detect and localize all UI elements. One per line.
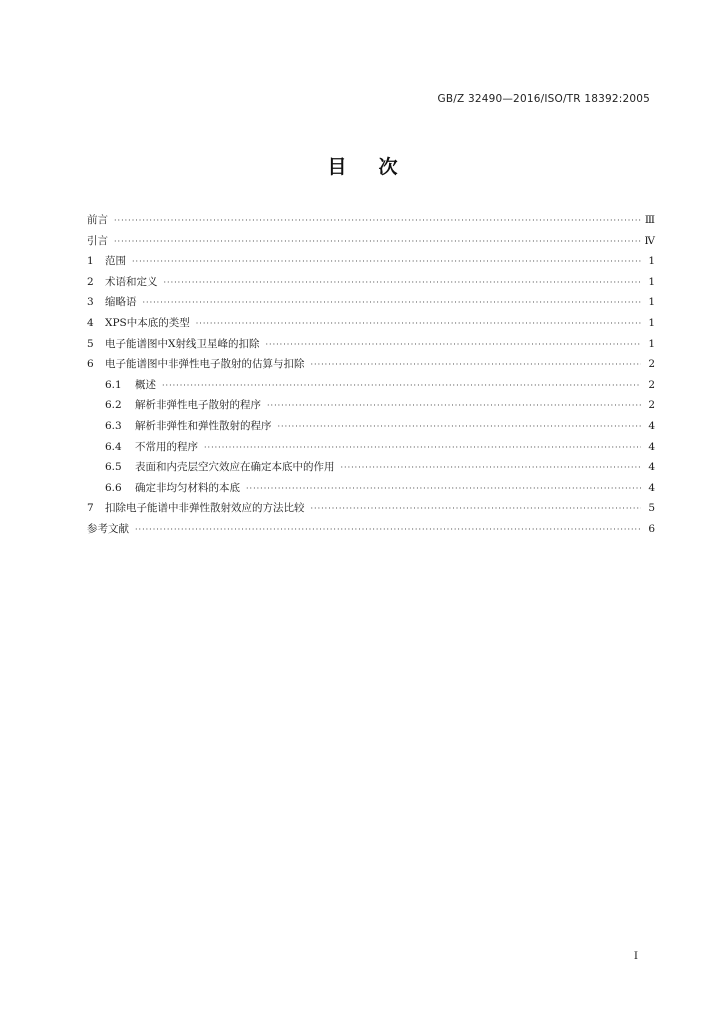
toc-entry[interactable] — [87, 313, 655, 334]
toc-entry-title: 术语和定义 — [105, 275, 158, 288]
toc-entry-title: 引言 — [87, 234, 108, 247]
toc-entry-number: 6.3 — [105, 419, 122, 432]
dot-leader — [114, 211, 641, 232]
toc-entry[interactable] — [87, 416, 655, 437]
toc-entry[interactable] — [87, 272, 655, 293]
toc-entry-number: 7 — [87, 502, 94, 515]
toc-entry-number: 2 — [87, 275, 94, 288]
table-of-contents — [87, 210, 655, 540]
toc-entry-page: Ⅳ — [644, 234, 655, 247]
toc-entry-page: 4 — [648, 419, 655, 432]
page-title: 目次 — [327, 156, 430, 178]
toc-entry-title: 电子能谱图中X射线卫星峰的扣除 — [105, 337, 260, 350]
toc-entry-title: 扣除电子能谱中非弹性散射效应的方法比较 — [105, 502, 305, 515]
toc-entry[interactable] — [87, 498, 655, 519]
toc-entry-number: 6.1 — [105, 378, 122, 391]
toc-entry-title: 不常用的程序 — [135, 440, 198, 453]
toc-entry-page: 2 — [648, 399, 655, 412]
toc-entry-title: 解析非弹性电子散射的程序 — [135, 399, 261, 412]
toc-entry[interactable] — [87, 375, 655, 396]
toc-entry-page: 1 — [648, 337, 655, 350]
toc-entry[interactable] — [87, 395, 655, 416]
toc-entry-title: 参考文献 — [87, 522, 129, 535]
toc-entry-page: 4 — [648, 440, 655, 453]
dot-leader — [265, 335, 641, 356]
toc-entry[interactable] — [87, 354, 655, 375]
toc-entry-number: 1 — [87, 255, 94, 268]
toc-entry-number: 5 — [87, 337, 94, 350]
toc-entry-page: 4 — [648, 461, 655, 474]
toc-entry-title: 确定非均匀材料的本底 — [135, 481, 240, 494]
dot-leader — [114, 232, 641, 253]
dot-leader — [311, 355, 642, 376]
toc-entry-page: 1 — [648, 275, 655, 288]
toc-entry-number: 3 — [87, 296, 94, 309]
toc-entry[interactable] — [87, 251, 655, 272]
dot-leader — [143, 293, 642, 314]
toc-entry-page: 1 — [648, 316, 655, 329]
toc-entry-number: 6.4 — [105, 440, 122, 453]
dot-leader — [341, 458, 642, 479]
toc-entry[interactable] — [87, 334, 655, 355]
toc-entry-number: 4 — [87, 316, 94, 329]
dot-leader — [246, 479, 641, 500]
toc-entry[interactable] — [87, 292, 655, 313]
toc-entry-title: 表面和内壳层空穴效应在确定本底中的作用 — [135, 461, 335, 474]
toc-entry-title: 范围 — [105, 255, 126, 268]
toc-entry-number: 6 — [87, 358, 94, 371]
toc-entry-page: 2 — [648, 378, 655, 391]
toc-entry-number: 6.5 — [105, 461, 122, 474]
toc-entry-title: XPS中本底的类型 — [105, 316, 190, 329]
dot-leader — [132, 252, 641, 273]
toc-entry-page: Ⅲ — [644, 214, 655, 226]
dot-leader — [164, 273, 642, 294]
toc-entry-page: 6 — [648, 522, 655, 535]
dot-leader — [311, 499, 642, 520]
dot-leader — [267, 396, 641, 417]
dot-leader — [204, 438, 641, 459]
toc-entry-title: 前言 — [87, 214, 108, 226]
toc-entry-page: 4 — [648, 481, 655, 494]
toc-entry-number: 6.2 — [105, 399, 122, 412]
toc-entry-title: 解析非弹性和弹性散射的程序 — [135, 419, 272, 432]
toc-entry[interactable] — [87, 457, 655, 478]
toc-entry[interactable] — [87, 437, 655, 458]
dot-leader — [278, 417, 642, 438]
page-number: I — [633, 950, 638, 962]
standard-number: GB/Z 32490—2016/ISO/TR 18392:2005 — [437, 93, 650, 105]
dot-leader — [196, 314, 641, 335]
toc-entry[interactable] — [87, 478, 655, 499]
toc-entry-page: 1 — [648, 296, 655, 309]
toc-entry-number: 6.6 — [105, 481, 122, 494]
dot-leader — [135, 520, 641, 541]
toc-entry-page: 5 — [648, 502, 655, 515]
toc-entry[interactable] — [87, 231, 655, 252]
toc-entry-title: 概述 — [135, 378, 156, 391]
toc-entry-title: 电子能谱图中非弹性电子散射的估算与扣除 — [105, 358, 305, 371]
toc-entry[interactable] — [87, 210, 655, 231]
dot-leader — [162, 376, 641, 397]
toc-entry-page: 1 — [648, 255, 655, 268]
toc-entry[interactable] — [87, 519, 655, 540]
toc-entry-title: 缩略语 — [105, 296, 137, 309]
toc-entry-page: 2 — [648, 358, 655, 371]
